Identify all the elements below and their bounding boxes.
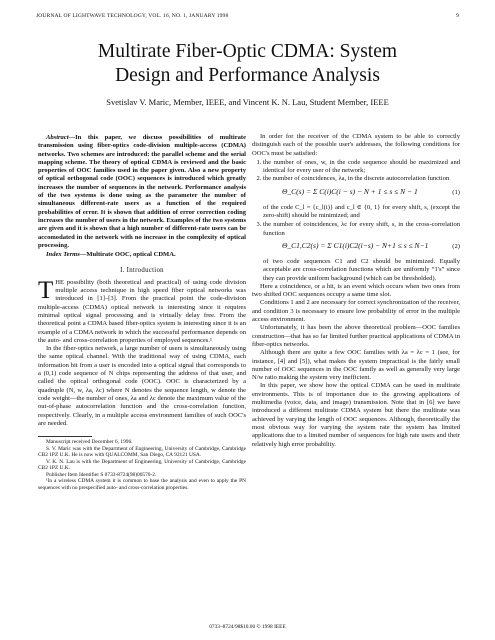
equation-1-body: Θ_C(s) = Σ C(i)C(i − s) − N + 1 ≤ s ≤ N − 1 <box>282 186 418 196</box>
equation-1 <box>252 184 460 204</box>
abstract-label: Abstract— <box>46 134 76 141</box>
page-number: 9 <box>456 13 459 19</box>
conditions-list <box>252 159 460 184</box>
intro-paragraph-1-text: HE possibility (both theoretical and practical) of using code division multiple access technique in high speed fiber optical networks was introduced in [1]–[3]. From the practical point the code-division multiple-access (CDMA) optical network is interesting since it requires minimal optical signal processing and is virtually delay free. From the theoretical point a CDMA based fiber-optics system is interesting since it is an example of a CDMA network in which the successful performance depends on the auto- and cross-correlation properties of employed sequences.¹ <box>38 278 246 344</box>
intro-paragraph-1 <box>38 276 246 345</box>
footnote-lau: V. K. N. Lau is with the Department of Engineering, University of Cambridge, Cambridge CB2 1PZ U.K. <box>38 458 246 472</box>
footnote-maric: S. V. Maric was with the Department of Engineering, University of Cambridge, Cambridge CB2 1PZ U.K. He is now with QUALCOMM, San Diego, CA 92121 USA. <box>38 445 246 459</box>
index-terms-label: Index Terms— <box>46 251 87 259</box>
right-column <box>252 133 460 449</box>
section-heading: I. Introduction <box>120 267 164 275</box>
paper-title <box>0 40 495 88</box>
right-paragraph-2: Here a coincidence, or a hit, is an event which occurs when two ones from two shifted OOC sequences occupy a same time slot. <box>252 282 460 299</box>
conditions-list-cont <box>252 221 460 238</box>
journal-line: JOURNAL OF LIGHTWAVE TECHNOLOGY, VOL. 16, NO. 1, JANUARY 1998 <box>36 13 229 19</box>
title-line-2: Design and Performance Analysis <box>115 65 380 86</box>
equation-2-after: of two code sequences C1 and C2 should be minimized. Equally acceptable are cross-correlation functions which are uniformly “1's” since they can provide uniform background (which can be thresholded). <box>263 257 460 282</box>
right-intro: In order for the receiver of the CDMA system to be able to correctly distinguish each of the possible user's addresses, the following conditions for OOC's must be satisfied: <box>252 133 460 157</box>
abstract <box>38 134 246 250</box>
abstract-text: In this paper, we discuss possibilities of multirate transmission using fiber-optics code-division multiple-access (CDMA) networks. Two schemes are introduced: the parallel scheme and the serial mapping scheme. The theory of optical CDMA is reviewed and the basic properties of OOC families used in the paper given. Also a new property of optical orthogonal code (OOC) sequences is introduced which greatly increases the number of sequences in the network. Performance analysis of the two systems is done using as the parameter the number of simultaneous different-rate users as a function of the required probabilities of error. It is shown that addition of error correction coding increases the number of users in the network. Examples of the two systems are given and it is shown that a high number of different-rate users can be accomodated in the network with no increase in the complexity of optical processing. <box>38 134 246 249</box>
right-paragraph-3: Conditions 1 and 2 are necessary for correct synchronization of the receiver, and condition 3 is necessary to ensure low probability of error in the multiple access environment. <box>252 299 460 324</box>
left-column <box>38 134 246 491</box>
condition-1: 1. the number of ones, w, in the code sequence should be maximized and identical for every user of the network; <box>263 159 460 176</box>
right-paragraph-5: Although there are quite a few OOC families with λa = λc = 1 (see, for instance, [4] and [5]), what makes the system impractical is the fairly small number of OOC sequences in the OOC family as well as generally very large N/w ratio making the system very inefficient. <box>252 349 460 382</box>
condition-2: 2. the number of coincidences, λa, in the discrete autocorrelation function <box>263 175 460 183</box>
equation-1-after: of the code C_l = {c_l(i)} and c_l ∈ {0, 1} for every shift, s, (except the zero-shift) should be minimized; and <box>263 203 460 220</box>
equation-2 <box>252 238 460 258</box>
footnote-wireless: ¹In a wireless CDMA system it is common to base the analysis and even to apply the PN sequences with no prespecified auto- and cross-correlation properties. <box>38 478 246 491</box>
intro-paragraph-2: In the fiber-optics network, a large number of users is simultaneously using the same optical channel. With the traditional way of using CDMA, each information bit from a user is encoded into a optical signal that corresponds to a (0,1) code sequence of N chips representing the address of that user, and called the optical orthogonal code (OOC). OOC is characterized by a quadruple (N, w, λa, λc) where N denotes the sequence length, w denote the code weight—the number of ones, λa and λc denote the maximum value of the out-of-phase autocorrelation function and the cross-correlation function, respectively. Clearly, in a multiple access environment families of such OOC's are needed. <box>38 345 246 427</box>
equation-2-label: (2) <box>452 242 460 250</box>
footnotes <box>38 439 246 491</box>
right-paragraph-4: Unfortunately, it has been the above theoretical problem—OOC families construction—that has so far limited further practical applications of CDMA in fiber-optics networks. <box>252 324 460 348</box>
footnote-rule <box>38 436 92 437</box>
drop-cap: T <box>38 276 54 304</box>
index-terms-text: Multirate OOC, optical CDMA. <box>86 251 176 259</box>
authors: Svetislav V. Maric, Member, IEEE, and Vincent K. N. Lau, Student Member, IEEE <box>106 97 389 107</box>
index-terms <box>38 251 246 259</box>
equation-1-label: (1) <box>452 188 460 196</box>
footnote-received: Manuscript received December 6, 1996. <box>46 439 133 446</box>
equation-2-body: Θ_C1,C2(s) = Σ C1(i)C2(i−s) − N+1 ≤ s ≤ N−1 <box>282 240 429 250</box>
right-paragraph-6: In this paper, we show how the optical CDMA can be used in multirate environments. This is of importance due to the growing applications of multimedia (voice, data, and image) transmission. Note that in [6] we have introduced a different multirate CDMA system but there the multirate was achieved by varying the length of OOC sequences. Although, theoretically the most obvious way for varying the system rate the system has limited applications due to a limited number of sequences for high rate users and their relatively high error probability. <box>252 382 460 448</box>
running-header <box>36 13 459 19</box>
copyright-footer: 0733–8724/98$10.00 © 1998 IEEE <box>209 624 286 630</box>
title-line-1: Multirate Fiber-Optic CDMA: System <box>97 41 398 62</box>
condition-3: 3. the number of coincidences, λc for every shift, s, in the cross-correlation function <box>263 221 460 238</box>
footnote-publisher: Publisher Item Identifier S 0733-8724(98)00570-2. <box>46 471 157 478</box>
